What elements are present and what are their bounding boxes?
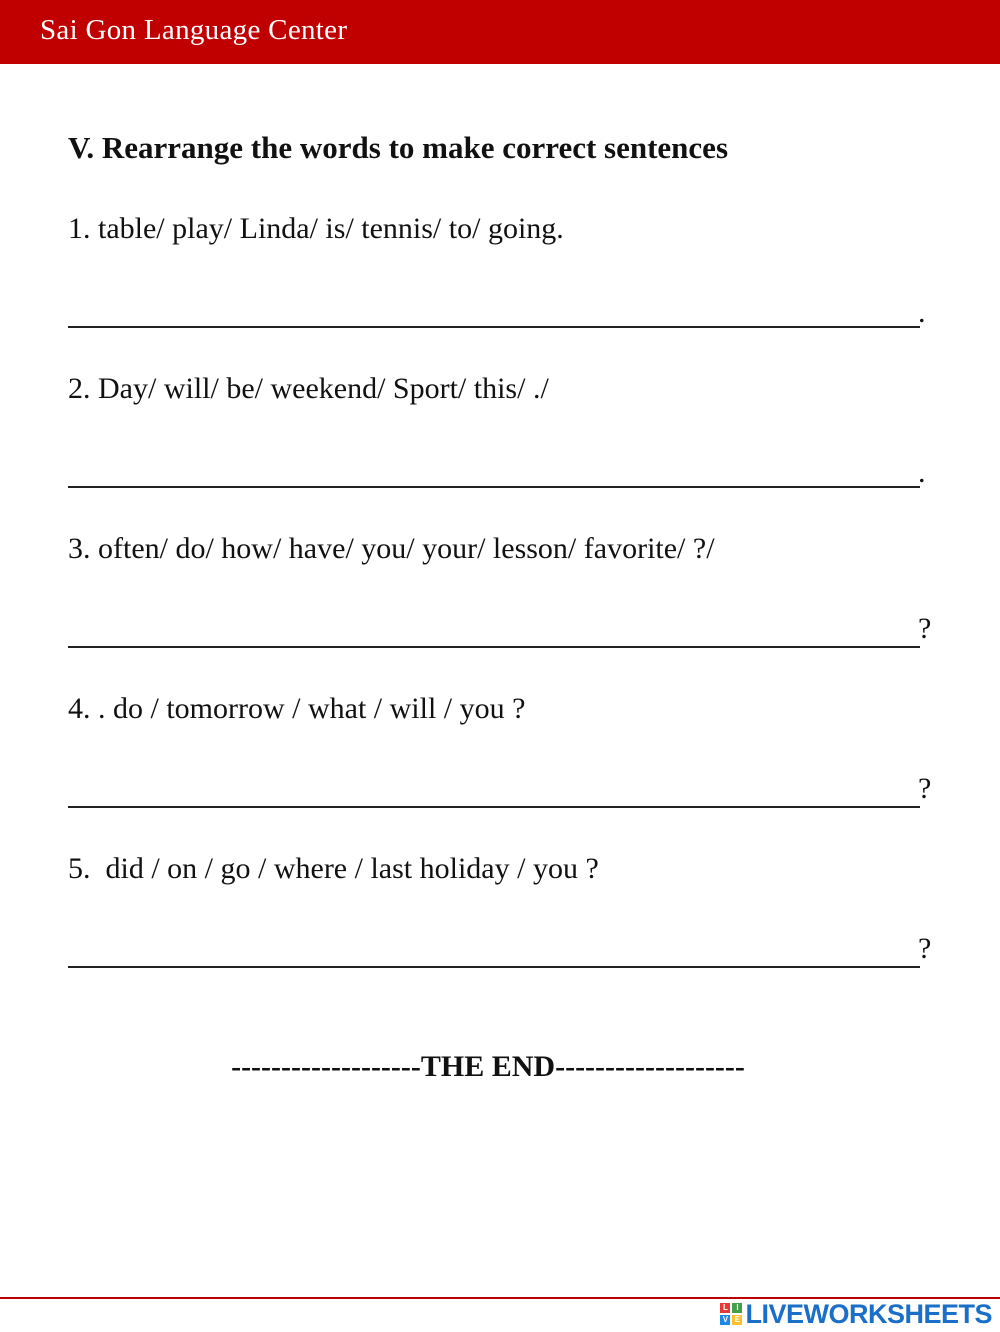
question-3-end-mark: ? — [918, 612, 932, 645]
logo-blocks-icon — [720, 1303, 742, 1325]
question-2-answer-input[interactable] — [68, 452, 920, 488]
logo-text: LIVEWORKSHEETS — [745, 1298, 992, 1329]
question-3-answer-input[interactable] — [68, 612, 920, 648]
the-end-divider: -------------------THE END------------------- — [231, 1050, 745, 1083]
question-4-prompt: 4. . do / tomorrow / what / will / you ? — [68, 692, 526, 725]
question-5-end-mark: ? — [918, 932, 932, 965]
question-5-answer-input[interactable] — [68, 932, 920, 968]
logo-block-l: L — [720, 1303, 730, 1313]
logo-block-e: E — [732, 1315, 742, 1325]
question-1-end-mark: . — [918, 296, 926, 329]
logo-block-v: V — [720, 1315, 730, 1325]
question-4-answer-input[interactable] — [68, 772, 920, 808]
logo-block-i: I — [732, 1303, 742, 1313]
question-1-prompt: 1. table/ play/ Linda/ is/ tennis/ to/ going. — [68, 212, 564, 245]
question-2-end-mark: . — [918, 456, 926, 489]
question-5-prompt: 5. did / on / go / where / last holiday / you ? — [68, 852, 599, 885]
question-4-end-mark: ? — [918, 772, 932, 805]
header-title: Sai Gon Language Center — [40, 14, 348, 46]
section-heading: V. Rearrange the words to make correct sentences — [68, 130, 729, 165]
question-3-prompt: 3. often/ do/ how/ have/ you/ your/ lesson/ favorite/ ?/ — [68, 532, 715, 565]
question-2-prompt: 2. Day/ will/ be/ weekend/ Sport/ this/ ./ — [68, 372, 549, 405]
liveworksheets-logo — [720, 1300, 992, 1328]
question-1-answer-input[interactable] — [68, 292, 920, 328]
